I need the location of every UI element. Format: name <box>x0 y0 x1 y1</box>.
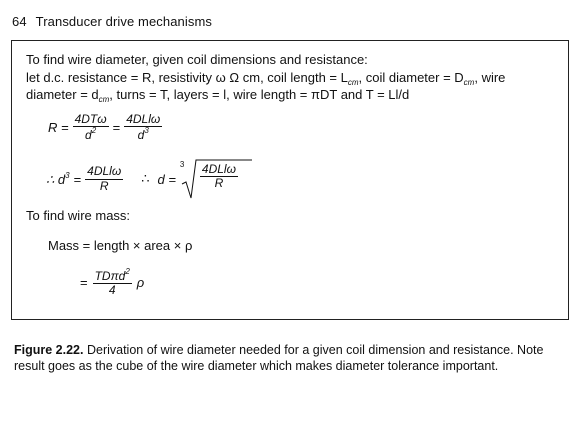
definitions-text-2b: , turns = T, layers = l, wire length = πDT and T = Ll/d <box>109 87 410 102</box>
mass-equation: Mass = length × area × ρ <box>48 238 193 253</box>
eq2-equals: = <box>73 171 82 187</box>
eq1-fraction-2 <box>124 113 162 142</box>
eq1-fraction-2-exponent: 3 <box>144 126 149 136</box>
eq1-fraction-1-exponent: 2 <box>91 126 97 136</box>
running-title: Transducer drive mechanisms <box>35 14 213 29</box>
definitions-line-1 <box>26 70 505 87</box>
equation-resistance <box>48 113 162 142</box>
root-fraction-numerator: 4DLlω <box>201 162 236 176</box>
eq2-fraction-denominator: R <box>99 178 109 193</box>
page-number: 64 <box>12 14 27 29</box>
equation-diameter <box>46 158 252 200</box>
cube-root <box>180 158 252 200</box>
caption-text: Derivation of wire diameter needed for a given coil dimension and resistance. Note result goes as the cube of the wire diameter which makes diameter tolerance important. <box>14 343 544 373</box>
eq1-lhs: R = <box>48 120 69 136</box>
mass-fraction <box>93 268 132 297</box>
mass-fraction-exponent: 2 <box>125 267 130 276</box>
mass-heading: To find wire mass: <box>26 208 131 223</box>
figure-caption <box>14 343 576 374</box>
definitions-text-2a: diameter = d <box>26 87 99 102</box>
subscript-cm: cm <box>463 78 475 87</box>
figure-label: Figure 2.22. <box>14 343 84 357</box>
root-fraction <box>200 163 238 190</box>
eq1-fraction-2-numerator: 4DLlω <box>126 112 161 126</box>
mass-fraction-denominator: 4 <box>108 283 116 298</box>
intro-heading: To find wire diameter, given coil dimensions and resistance: <box>26 52 368 67</box>
therefore-d-cubed: ∴ d <box>46 171 66 187</box>
definitions-text-1c: , wire <box>474 70 506 85</box>
eq2-fraction-numerator: 4DLlω <box>87 164 122 179</box>
definitions-text-1: let d.c. resistance = R, resistivity ω Ω cm, coil length = L <box>26 70 348 85</box>
root-index: 3 <box>179 160 185 169</box>
eq2-fraction <box>85 165 123 192</box>
therefore-symbol: ∴ <box>141 171 150 186</box>
mass-eq2-equals: = <box>80 275 88 291</box>
running-head <box>12 14 212 29</box>
eq1-equals: = <box>112 120 121 136</box>
mass-equation-2 <box>80 268 144 297</box>
subscript-cm: cm <box>347 78 359 87</box>
root-fraction-denominator: R <box>214 176 224 191</box>
eq1-fraction-2-denominator: d <box>137 128 145 143</box>
eq1-fraction-1-denominator: d <box>85 128 92 143</box>
subscript-cm: cm <box>98 95 110 104</box>
definitions-line-2 <box>26 87 409 104</box>
mass-fraction-numerator: TDπd <box>94 269 126 283</box>
eq2-d: d = <box>157 171 176 187</box>
cube-exponent: 3 <box>65 170 70 180</box>
eq1-fraction-1-numerator: 4DTω <box>74 112 107 126</box>
eq1-fraction-1 <box>73 113 109 142</box>
rho-symbol: ρ <box>136 275 145 291</box>
definitions-text-1b: , coil diameter = D <box>358 70 464 85</box>
